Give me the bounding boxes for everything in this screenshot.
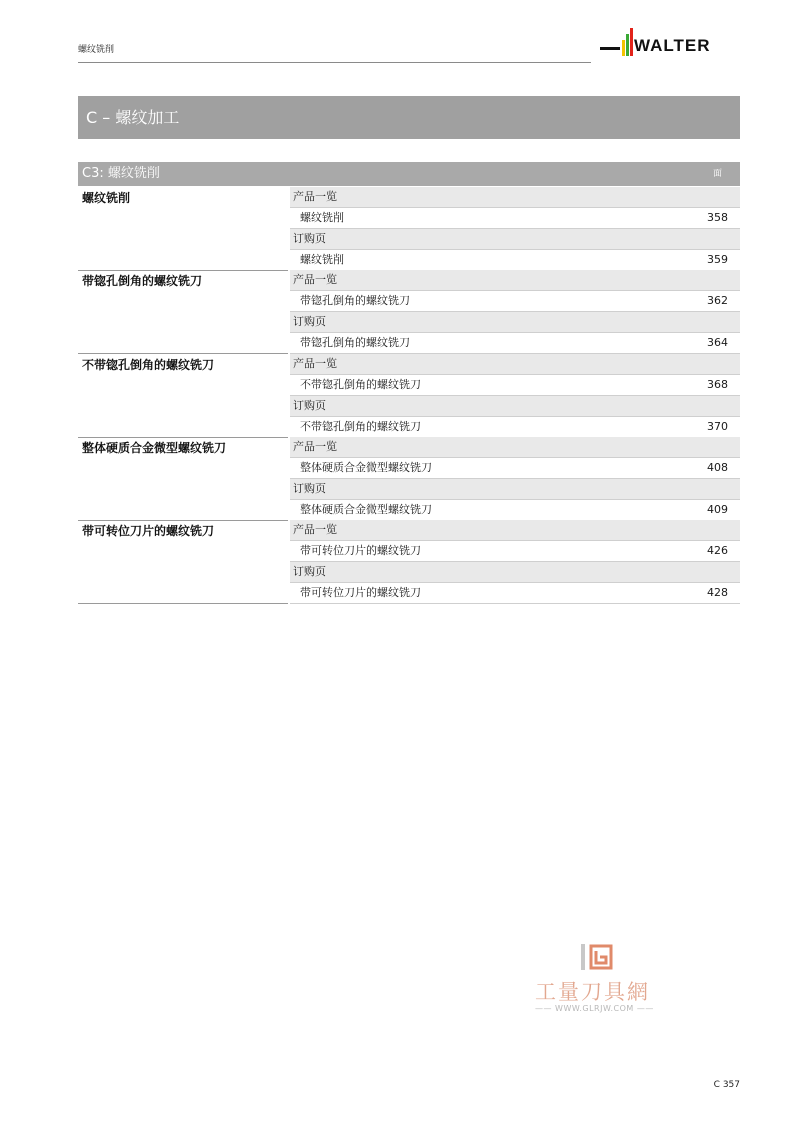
watermark — [535, 942, 675, 1017]
toc-rows — [290, 437, 740, 521]
toc-row-label: 不带锪孔倒角的螺纹铣刀 — [300, 377, 421, 391]
toc-row-entry[interactable] — [290, 541, 740, 562]
group-divider — [78, 603, 288, 604]
group-title: 螺纹铣削 — [82, 191, 131, 205]
toc-row-label: 带锪孔倒角的螺纹铣刀 — [300, 336, 410, 350]
toc-row-page: 428 — [707, 586, 728, 600]
page-column-label: 面 — [712, 169, 722, 179]
toc-group — [78, 270, 740, 353]
toc-row-page: 370 — [707, 419, 728, 433]
header-title: 螺纹铣削 — [78, 45, 115, 55]
toc-row-entry[interactable] — [290, 250, 740, 271]
chapter-title: C – 螺纹加工 — [86, 108, 180, 127]
toc-row-label: 带锪孔倒角的螺纹铣刀 — [300, 294, 410, 308]
toc-row-category — [290, 562, 740, 583]
toc-group — [78, 187, 740, 270]
toc-row-category — [290, 520, 740, 541]
toc-rows — [290, 520, 740, 604]
logo-bar-green — [626, 34, 629, 56]
toc-row-page: 358 — [707, 211, 728, 224]
toc-group — [78, 437, 740, 520]
toc-row-entry[interactable] — [290, 291, 740, 312]
toc-group — [78, 520, 740, 603]
toc-rows — [290, 270, 740, 354]
walter-logo — [598, 28, 740, 60]
toc-row-label: 订购页 — [293, 398, 326, 412]
toc-row-label: 产品一览 — [293, 190, 337, 203]
toc-row-category — [290, 437, 740, 458]
toc-row-label: 产品一览 — [293, 273, 337, 287]
toc-row-category — [290, 270, 740, 291]
toc-row-page: 362 — [707, 294, 728, 308]
group-title: 带可转位刀片的螺纹铣刀 — [82, 524, 215, 539]
group-title: 带锪孔倒角的螺纹铣刀 — [82, 274, 203, 289]
toc-row-entry[interactable] — [290, 500, 740, 521]
chapter-title-bar — [78, 96, 740, 139]
group-title: 整体硬质合金微型螺纹铣刀 — [82, 440, 227, 455]
toc-row-category — [290, 187, 740, 208]
toc-row-label: 产品一览 — [293, 523, 337, 537]
toc-row-page: 426 — [707, 544, 728, 558]
toc-row-category — [290, 312, 740, 333]
watermark-text: 工量刀具網 — [535, 980, 650, 1004]
toc-rows — [290, 354, 740, 438]
toc-row-category — [290, 354, 740, 375]
toc-row-label: 不带锪孔倒角的螺纹铣刀 — [300, 419, 421, 433]
toc-row-entry[interactable] — [290, 417, 740, 438]
toc-row-page: 408 — [707, 460, 728, 474]
section-title: C3: 螺纹铣削 — [82, 166, 160, 181]
toc-row-entry[interactable] — [290, 583, 740, 604]
header-divider — [78, 62, 591, 63]
watermark-url: —— WWW.GLRJW.COM —— — [535, 1004, 654, 1013]
logo-text: WALTER — [634, 36, 711, 55]
toc-row-label: 订购页 — [293, 232, 326, 245]
toc-row-page: 364 — [707, 336, 728, 350]
toc-row-label: 产品一览 — [293, 356, 337, 370]
toc-row-page: 359 — [707, 253, 728, 266]
toc-rows — [290, 187, 740, 271]
toc-row-label: 带可转位刀片的螺纹铣刀 — [300, 544, 421, 558]
toc-row-category — [290, 396, 740, 417]
toc-row-label: 螺纹铣削 — [300, 253, 344, 266]
logo-line-icon — [600, 47, 620, 50]
section-header-bar — [78, 162, 740, 186]
toc-row-label: 带可转位刀片的螺纹铣刀 — [300, 586, 421, 600]
logo-bar-red — [630, 28, 633, 56]
page-number: C 357 — [713, 1080, 740, 1090]
toc-row-label: 整体硬质合金微型螺纹铣刀 — [300, 502, 432, 516]
toc-row-label: 订购页 — [293, 481, 326, 495]
toc-row-entry[interactable] — [290, 458, 740, 479]
toc-row-label: 螺纹铣削 — [300, 211, 344, 224]
toc-row-label: 订购页 — [293, 315, 326, 329]
toc-row-entry[interactable] — [290, 375, 740, 396]
toc-row-page: 409 — [707, 502, 728, 516]
toc-group — [78, 354, 740, 437]
toc-row-category — [290, 479, 740, 500]
toc-row-label: 整体硬质合金微型螺纹铣刀 — [300, 460, 432, 474]
toc-row-entry[interactable] — [290, 333, 740, 354]
logo-bar-yellow — [622, 40, 625, 56]
toc-row-label: 产品一览 — [293, 439, 337, 453]
toc-row-label: 订购页 — [293, 565, 326, 579]
group-title: 不带锪孔倒角的螺纹铣刀 — [82, 357, 215, 372]
toc-row-category — [290, 229, 740, 250]
toc-row-page: 368 — [707, 377, 728, 391]
toc-row-entry[interactable] — [290, 208, 740, 229]
watermark-logo-icon — [579, 942, 615, 972]
